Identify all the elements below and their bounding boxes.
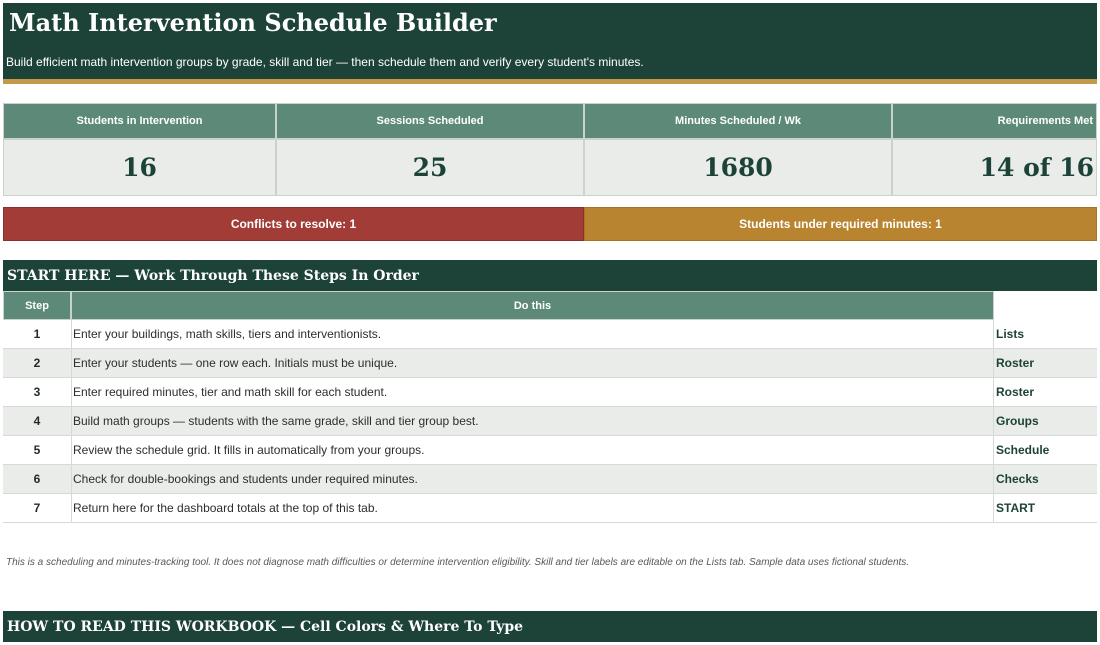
step-number[interactable]: 7 <box>3 494 72 522</box>
step-tab-link[interactable]: Checks <box>996 472 1039 486</box>
table-row <box>3 465 1097 494</box>
step-number[interactable]: 5 <box>3 436 72 464</box>
step-tab-link[interactable]: Roster <box>996 385 1035 399</box>
kpi-minutes-label: Minutes Scheduled / Wk <box>584 103 892 139</box>
step-tab-link[interactable]: Groups <box>996 414 1039 428</box>
table-row <box>3 407 1097 436</box>
step-tab-link[interactable]: Roster <box>996 356 1035 370</box>
step-tab-link[interactable]: Schedule <box>996 443 1050 457</box>
page-subtitle: Build efficient math intervention groups by grade, skill and tier — then schedule them and verify every student's minutes. <box>6 55 644 69</box>
kpi-requirements-label: Requirements Met <box>892 103 1097 139</box>
table-row <box>3 436 1097 465</box>
step-number[interactable]: 2 <box>3 349 72 377</box>
disclaimer-note: This is a scheduling and minutes-tracking tool. It does not diagnose math difficulties or determine intervention eligibility. Skill and tier labels are editable on the Lists tab. Sample data uses fictional students. <box>6 557 910 568</box>
kpi-requirements-value[interactable]: 14 of 16 <box>892 139 1097 196</box>
step-number[interactable]: 4 <box>3 407 72 435</box>
how-to-read-heading: HOW TO READ THIS WORKBOOK — Cell Colors & Where To Type <box>3 611 1097 642</box>
step-number[interactable]: 3 <box>3 378 72 406</box>
conflicts-alert[interactable]: Conflicts to resolve: 1 <box>3 207 584 241</box>
start-here-heading: START HERE — Work Through These Steps In Order <box>3 260 1097 291</box>
step-instruction[interactable]: Check for double-bookings and students under required minutes. <box>71 465 994 493</box>
kpi-sessions-value[interactable]: 25 <box>276 139 584 196</box>
step-tab-link[interactable]: Lists <box>996 327 1025 341</box>
step-column-header: Step <box>3 291 71 320</box>
step-number[interactable]: 6 <box>3 465 72 493</box>
kpi-minutes-value[interactable]: 1680 <box>584 139 892 196</box>
page-title: Math Intervention Schedule Builder <box>9 8 497 37</box>
step-instruction[interactable]: Enter your buildings, math skills, tiers and interventionists. <box>71 320 994 348</box>
kpi-students-value[interactable]: 16 <box>3 139 276 196</box>
step-instruction[interactable]: Enter required minutes, tier and math skill for each student. <box>71 378 994 406</box>
table-row <box>3 494 1097 523</box>
under-minutes-alert[interactable]: Students under required minutes: 1 <box>584 207 1097 241</box>
banner-accent-rule <box>3 79 1097 84</box>
kpi-sessions-label: Sessions Scheduled <box>276 103 584 139</box>
step-instruction[interactable]: Enter your students — one row each. Initials must be unique. <box>71 349 994 377</box>
do-this-column-header: Do this <box>71 291 994 320</box>
step-instruction[interactable]: Review the schedule grid. It fills in automatically from your groups. <box>71 436 994 464</box>
table-row <box>3 320 1097 349</box>
step-number[interactable]: 1 <box>3 320 72 348</box>
step-instruction[interactable]: Build math groups — students with the same grade, skill and tier group best. <box>71 407 994 435</box>
table-row <box>3 378 1097 407</box>
step-instruction[interactable]: Return here for the dashboard totals at the top of this tab. <box>71 494 994 522</box>
step-tab-link[interactable]: START <box>996 501 1036 515</box>
table-row <box>3 349 1097 378</box>
kpi-students-label: Students in Intervention <box>3 103 276 139</box>
